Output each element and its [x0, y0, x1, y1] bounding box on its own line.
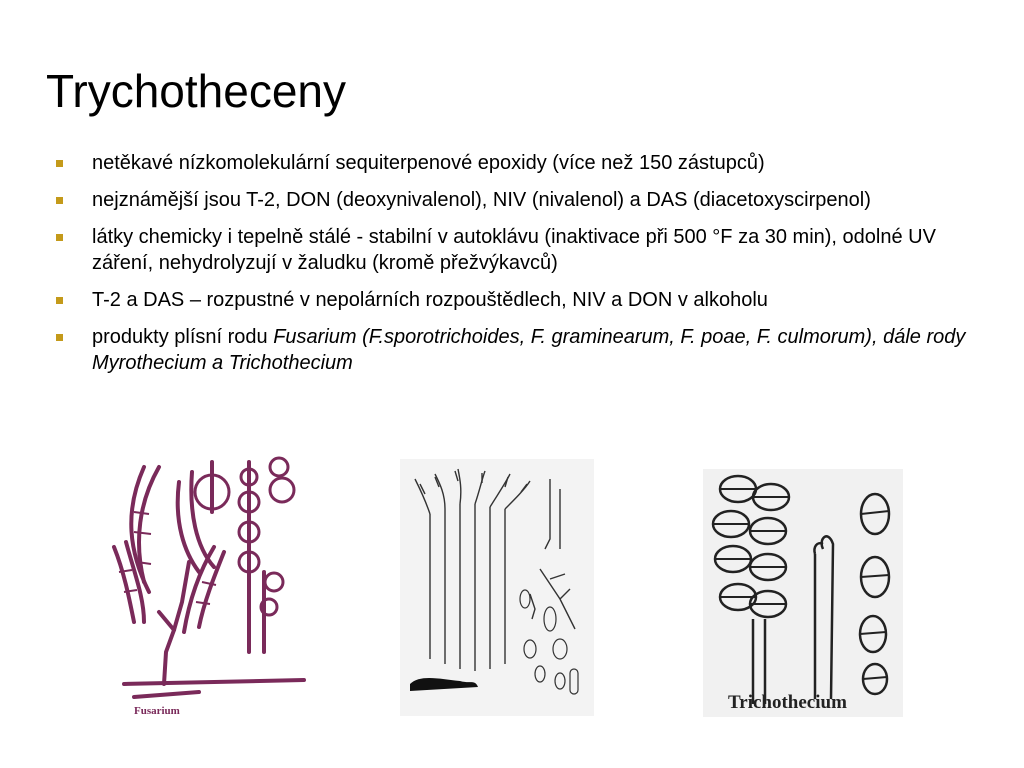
bullet-item: [56, 187, 976, 213]
bullet-item: [56, 287, 976, 313]
bullet-item: [56, 224, 976, 276]
bullet-text: produkty plísní rodu: [92, 326, 274, 348]
bullet-text: látky chemicky i tepelně stálé - stabilní v autoklávu (inaktivace při 500 °F za 30 min), odolné UV záření, nehydrolyzují v žaludku (kromě přežvýkavců): [92, 226, 936, 274]
myrothecium-illustration: [400, 459, 594, 716]
square-bullet-icon: [56, 197, 63, 204]
trichothecium-drawing: [703, 469, 903, 717]
black-base-mass: [410, 678, 478, 691]
square-bullet-icon: [56, 334, 63, 341]
trichothecium-illustration: [703, 469, 903, 717]
fusarium-drawing: [104, 452, 314, 722]
square-bullet-icon: [56, 234, 63, 241]
bullet-list: [56, 150, 976, 387]
bullet-text: nejznámější jsou T-2, DON (deoxynivalenol), NIV (nivalenol) a DAS (diacetoxyscirpenol): [92, 189, 871, 211]
square-bullet-icon: [56, 160, 63, 167]
bullet-item: [56, 150, 976, 176]
trichothecium-caption: Trichothecium: [728, 692, 847, 713]
slide-title: Trychotheceny: [46, 65, 346, 117]
square-bullet-icon: [56, 297, 63, 304]
bullet-text: T-2 a DAS – rozpustné v nepolárních rozpouštědlech, NIV a DON v alkoholu: [92, 289, 768, 311]
fusarium-caption: Fusarium: [134, 705, 180, 717]
myrothecium-drawing: [400, 459, 594, 716]
bullet-text: netěkavé nízkomolekulární sequiterpenové epoxidy (více než 150 zástupců): [92, 152, 765, 174]
bullet-text-italic: Fusarium (F.sporotrichoides, F. graminearum, F. poae, F. culmorum), dále rody Myrothecium a Trichothecium: [92, 326, 966, 374]
fusarium-illustration: [104, 452, 314, 722]
bullet-item: [56, 324, 976, 376]
